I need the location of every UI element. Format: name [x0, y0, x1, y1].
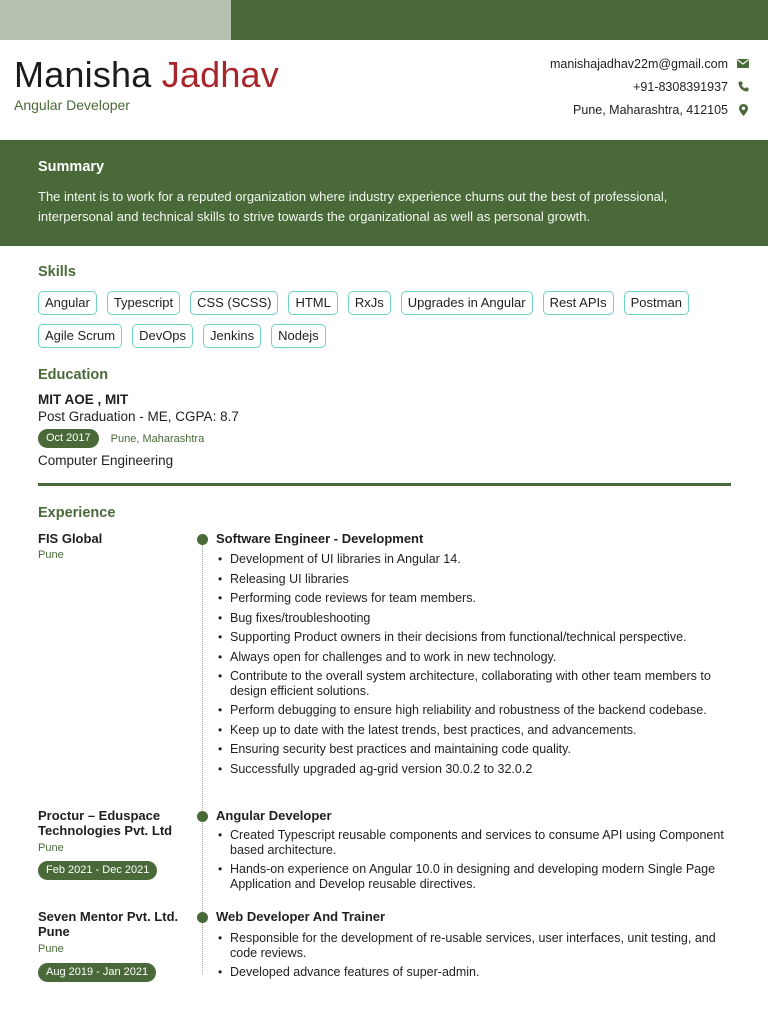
job-bullet: • Keep up to date with the latest trends, best practices, and advancements. — [216, 723, 731, 738]
skill-chip: Jenkins — [203, 324, 261, 348]
skill-chip: Agile Scrum — [38, 324, 122, 348]
education-meta — [38, 429, 204, 448]
email-text[interactable]: manishajadhav22m@gmail.com — [549, 56, 728, 71]
email-row — [550, 52, 750, 75]
top-color-bar — [0, 0, 768, 40]
job-location: Pune — [38, 549, 64, 561]
job-company: Seven Mentor Pvt. Ltd. Pune — [38, 909, 179, 939]
timeline-dot — [197, 811, 208, 822]
map-pin-icon — [736, 104, 750, 116]
skill-chip: Typescript — [107, 291, 180, 315]
job-location: Pune — [38, 842, 64, 854]
job-bullets — [216, 828, 731, 896]
envelope-icon — [736, 59, 750, 68]
job-bullet: • Developed advance features of super-admin. — [216, 965, 731, 980]
job-bullet: • Hands-on experience on Angular 10.0 in designing and developing modern Single Page Application and Develop reusable directives. — [216, 862, 731, 891]
phone-text[interactable]: +91-8308391937 — [633, 79, 728, 94]
job-title: Angular Developer — [216, 808, 332, 823]
contact-info — [550, 52, 750, 121]
job-bullet: • Successfully upgraded ag-grid version 30.0.2 to 32.0.2 — [216, 762, 731, 777]
job-bullet: • Bug fixes/troubleshooting — [216, 611, 731, 626]
job-bullet: • Releasing UI libraries — [216, 572, 731, 587]
skills-list — [38, 291, 738, 348]
phone-icon — [736, 81, 750, 92]
section-divider — [38, 483, 731, 486]
phone-row — [550, 75, 750, 98]
timeline-dot — [197, 534, 208, 545]
job-bullet: • Performing code reviews for team members. — [216, 591, 731, 606]
job-bullets — [216, 552, 731, 781]
timeline-dot — [197, 912, 208, 923]
skill-chip: Postman — [624, 291, 689, 315]
job-company: FIS Global — [38, 531, 103, 546]
experience-timeline-line — [202, 538, 203, 974]
education-date-badge: Oct 2017 — [38, 429, 99, 448]
job-bullet: • Responsible for the development of re-usable services, user interfaces, unit testing, and code reviews. — [216, 931, 731, 960]
skill-chip: Upgrades in Angular — [401, 291, 533, 315]
job-bullet: • Development of UI libraries in Angular 14. — [216, 552, 731, 567]
job-title: Web Developer And Trainer — [216, 909, 386, 924]
skill-chip: Rest APIs — [543, 291, 614, 315]
location-row — [550, 98, 750, 121]
job-bullet: • Perform debugging to ensure high reliability and robustness of the backend codebase. — [216, 703, 731, 718]
experience-title: Experience — [38, 505, 116, 521]
skill-chip: CSS (SCSS) — [190, 291, 278, 315]
first-name: Manisha — [14, 54, 152, 95]
summary-title: Summary — [38, 159, 105, 175]
skill-chip: RxJs — [348, 291, 391, 315]
job-company: Proctur – Eduspace Technologies Pvt. Ltd — [38, 808, 173, 838]
job-bullet: • Contribute to the overall system architecture, collaborating with other team members to design efficient solutions. — [216, 669, 731, 698]
skill-chip: HTML — [288, 291, 337, 315]
skill-chip: Nodejs — [271, 324, 325, 348]
education-title: Education — [38, 367, 109, 383]
skills-title: Skills — [38, 264, 76, 280]
summary-section — [0, 140, 768, 246]
job-bullet: • Ensuring security best practices and maintaining code quality. — [216, 742, 731, 757]
location-text: Pune, Maharashtra, 412105 — [573, 102, 728, 117]
job-bullet: • Always open for challenges and to work in new technology. — [216, 650, 731, 665]
skill-chip: DevOps — [132, 324, 193, 348]
skill-chip: Angular — [38, 291, 97, 315]
job-location: Pune — [38, 943, 64, 955]
education-location: Pune, Maharashtra — [110, 432, 205, 445]
education-school: MIT AOE , MIT — [38, 392, 129, 407]
candidate-role: Angular Developer — [14, 97, 130, 113]
top-bar-dark-segment — [231, 0, 768, 40]
education-field: Computer Engineering — [38, 453, 174, 468]
job-bullet: • Supporting Product owners in their decisions from functional/technical perspective. — [216, 630, 731, 645]
summary-text: The intent is to work for a reputed organization where industry experience churns out the best of professional, interpersonal and technical skills to strive towards the organizational as well as personal growth. — [38, 189, 668, 224]
candidate-name — [14, 54, 279, 96]
resume-header — [0, 40, 768, 140]
job-bullet: • Created Typescript reusable components and services to consume API using Component based architecture. — [216, 828, 731, 857]
job-title: Software Engineer - Development — [216, 531, 424, 546]
top-bar-light-segment — [0, 0, 231, 40]
job-date-badge: Feb 2021 - Dec 2021 — [38, 861, 157, 880]
job-date-badge: Aug 2019 - Jan 2021 — [38, 963, 156, 982]
last-name: Jadhav — [161, 54, 279, 95]
job-bullets — [216, 931, 731, 985]
education-degree: Post Graduation - ME, CGPA: 8.7 — [38, 409, 239, 424]
